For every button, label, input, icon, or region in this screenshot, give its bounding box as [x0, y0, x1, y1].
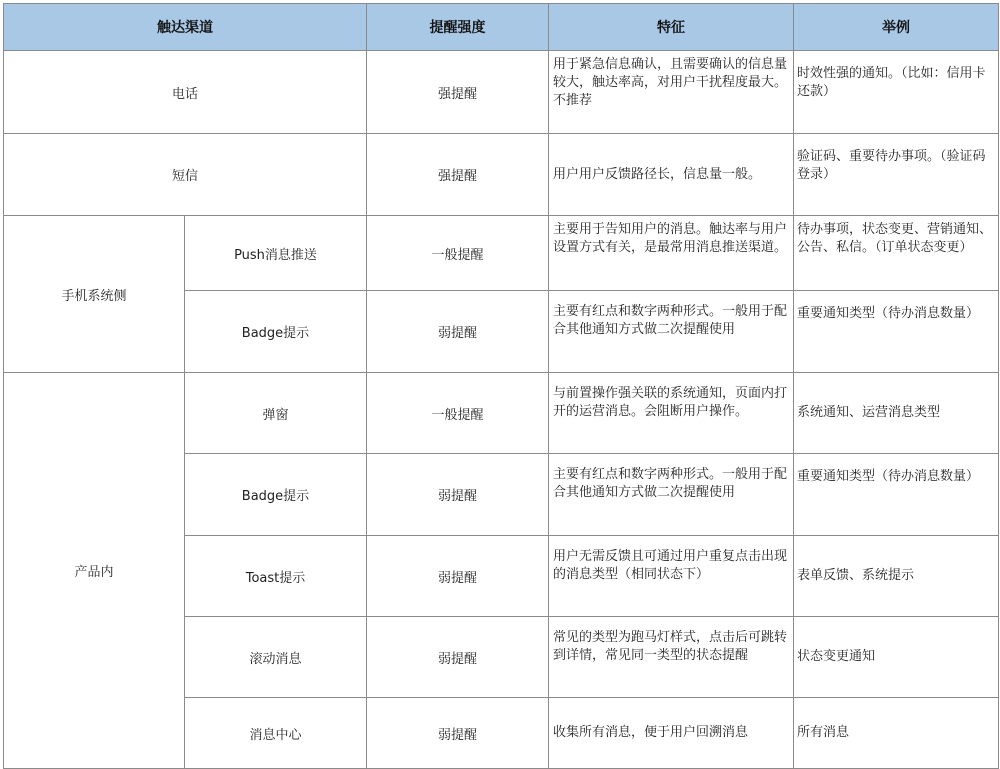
strength-cell: 弱提醒 — [367, 291, 549, 373]
feature-cell: 用户用户反馈路径长，信息量一般。 — [549, 134, 794, 216]
example-cell: 所有消息 — [794, 698, 999, 769]
notification-channel-table — [3, 3, 999, 769]
channel-cell: Badge提示 — [185, 454, 367, 536]
example-cell: 时效性强的通知。（比如：信用卡还款） — [794, 51, 999, 134]
feature-cell: 用于紧急信息确认，且需要确认的信息量较大，触达率高，对用户干扰程度最大。不推荐 — [549, 51, 794, 134]
strength-cell: 一般提醒 — [367, 373, 549, 454]
header-strength: 提醒强度 — [367, 4, 549, 51]
strength-cell: 一般提醒 — [367, 216, 549, 291]
table-header-row — [4, 4, 999, 51]
strength-cell: 弱提醒 — [367, 454, 549, 536]
example-cell: 待办事项，状态变更、营销通知、公告、私信。（订单状态变更） — [794, 216, 999, 291]
channel-cell: Toast提示 — [185, 536, 367, 617]
feature-cell: 主要用于告知用户的消息。触达率与用户设置方式有关，是最常用消息推送渠道。 — [549, 216, 794, 291]
feature-cell: 主要有红点和数字两种形式。一般用于配合其他通知方式做二次提醒使用 — [549, 291, 794, 373]
strength-cell: 强提醒 — [367, 51, 549, 134]
table-row — [4, 134, 999, 216]
example-cell: 重要通知类型（待办消息数量） — [794, 454, 999, 536]
feature-cell: 收集所有消息，便于用户回溯消息 — [549, 698, 794, 769]
header-example: 举例 — [794, 4, 999, 51]
strength-cell: 弱提醒 — [367, 698, 549, 769]
group-cell-in-product: 产品内 — [4, 373, 185, 769]
feature-cell: 主要有红点和数字两种形式。一般用于配合其他通知方式做二次提醒使用 — [549, 454, 794, 536]
example-cell: 表单反馈、系统提示 — [794, 536, 999, 617]
header-channel: 触达渠道 — [4, 4, 367, 51]
feature-cell: 与前置操作强关联的系统通知，页面内打开的运营消息。会阻断用户操作。 — [549, 373, 794, 454]
example-cell: 系统通知、运营消息类型 — [794, 373, 999, 454]
strength-cell: 强提醒 — [367, 134, 549, 216]
channel-table-container — [3, 3, 999, 769]
table-row — [4, 373, 999, 454]
example-cell: 验证码、重要待办事项。（验证码登录） — [794, 134, 999, 216]
example-cell: 状态变更通知 — [794, 617, 999, 698]
header-feature: 特征 — [549, 4, 794, 51]
strength-cell: 弱提醒 — [367, 536, 549, 617]
channel-cell: 短信 — [4, 134, 367, 216]
channel-cell: 消息中心 — [185, 698, 367, 769]
strength-cell: 弱提醒 — [367, 617, 549, 698]
channel-cell: 电话 — [4, 51, 367, 134]
feature-cell: 用户无需反馈且可通过用户重复点击出现的消息类型（相同状态下） — [549, 536, 794, 617]
table-row — [4, 216, 999, 291]
table-row — [4, 51, 999, 134]
feature-cell: 常见的类型为跑马灯样式，点击后可跳转到详情，常见同一类型的状态提醒 — [549, 617, 794, 698]
channel-cell: Badge提示 — [185, 291, 367, 373]
channel-cell: 弹窗 — [185, 373, 367, 454]
channel-cell: Push消息推送 — [185, 216, 367, 291]
group-cell-phone-side: 手机系统侧 — [4, 216, 185, 373]
example-cell: 重要通知类型（待办消息数量） — [794, 291, 999, 373]
channel-cell: 滚动消息 — [185, 617, 367, 698]
